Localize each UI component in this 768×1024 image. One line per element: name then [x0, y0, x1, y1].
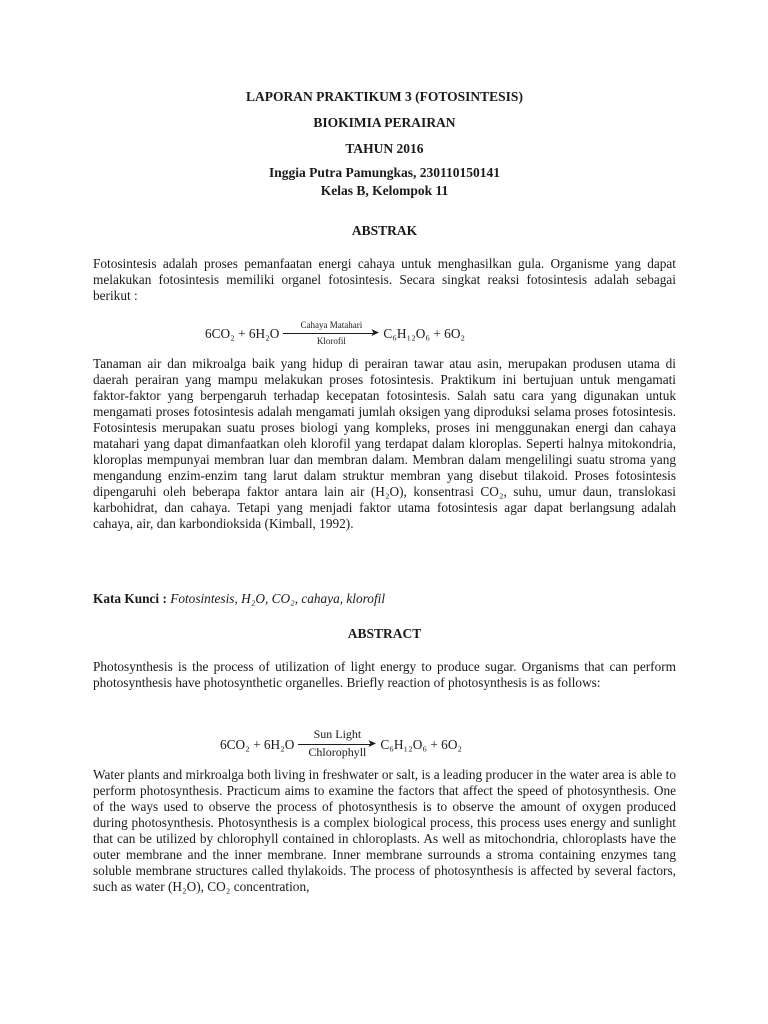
arrow-line: [283, 333, 373, 334]
arrow-condition-bottom: Klorofil: [316, 336, 346, 346]
arrow-head-icon: ➤: [367, 738, 377, 750]
report-year: TAHUN 2016: [345, 141, 424, 156]
keywords-line: [93, 591, 385, 607]
arrow-condition-top: Cahaya Matahari: [300, 320, 363, 330]
arrow-condition-bottom: Chlorophyll: [308, 745, 367, 759]
keywords-list: Fotosintesis, H₂O, CO₂, cahaya, klorofil: [170, 591, 386, 606]
arrow-condition-top: Sun Light: [313, 727, 362, 741]
abstract-heading: ABSTRACT: [347, 626, 422, 641]
reaction-arrow: [298, 727, 377, 759]
keywords-label: Kata Kunci :: [93, 591, 167, 606]
report-title: LAPORAN PRAKTIKUM 3 (FOTOSINTESIS): [246, 89, 523, 104]
class-group-line: Kelas B, Kelompok 11: [320, 183, 449, 198]
reactants: 6CO₂ + 6H₂O: [220, 737, 295, 752]
abstrak-heading: ABSTRAK: [351, 223, 418, 238]
abstract-intro: Photosynthesis is the process of utilization of light energy to produce sugar. Organisms that can perform photosynthesis have photosynthetic organelles. Briefly reaction of photosynthesis is as follows:: [93, 659, 676, 690]
reaction-arrow: [283, 320, 379, 348]
course-name: BIOKIMIA PERAIRAN: [313, 115, 456, 130]
author-line: Inggia Putra Pamungkas, 230110150141: [268, 165, 501, 180]
products: C₆H₁₂O₆ + 6O₂: [383, 326, 466, 341]
abstract-reaction-equation: [220, 727, 463, 759]
abstrak-reaction-equation: [205, 320, 465, 348]
abstrak-body: Tanaman air dan mikroalga baik yang hidup di perairan tawar atau asin, merupakan produsen utama di daerah perairan yang mampu melakukan proses fotosintesis. Praktikum ini bertujuan untuk mengamati faktor-faktor yang berpengaruh terhadap kecepatan fotosintesis. Salah satu cara yang digunakan untuk mengamati proses fotosintesis adalah mengamati jumlah oksigen yang diproduksi selama proses fotosintesis. Fotosintesis merupakan suatu proses biologi yang kompleks, proses ini menggunakan energi dan cahaya matahari yang dapat dimanfaatkan oleh klorofil yang terdapat dalam kloroplas. Seperti halnya mitokondria, kloroplas mempunyai membran luar dan membran dalam. Membran dalam mengelilingi suatu stroma yang mengandung enzim-enzim tang larut dalam struktur membran yang disebut tilakoid. Proses fotosintesis dipengaruhi oleh beberapa faktor antara lain air (H₂O), konsentrasi CO₂, suhu, umur daun, translokasi karbohidrat, dan cahaya. Tetapi yang menjadi faktor utama fotosintesis agar dapat berlangsung adalah cahaya, air, dan karbondioksida (Kimball, 1992).: [93, 356, 676, 531]
products: C₆H₁₂O₆ + 6O₂: [380, 737, 463, 752]
abstract-body: Water plants and mirkroalga both living in freshwater or salt, is a leading producer in the water area is able to perform photosynthesis. Practicum aims to examine the factors that affect the speed of photosynthesis. One of the ways used to observe the process of photosynthesis is to observe the amount of oxygen produced during photosynthesis. Photosynthesis is a complex biological process, this process uses energy and sunlight that can be utilized by chlorophyll contained in chloroplasts. As well as mitochondria, chloroplasts have the outer membrane and the inner membrane. Inner membrane surrounds a stroma containing enzymes tang soluble membrane structures called thylakoids. The process of photosynthesis is affected by several factors, such as water (H₂O), CO₂ concentration,: [93, 767, 676, 894]
arrow-head-icon: ➤: [370, 327, 380, 339]
abstrak-intro: Fotosintesis adalah proses pemanfaatan energi cahaya untuk menghasilkan gula. Organisme yang dapat melakukan fotosintesis memiliki organel fotosintesis. Secara singkat reaksi fotosintesis adalah sebagai berikut :: [93, 256, 676, 303]
reactants: 6CO₂ + 6H₂O: [205, 326, 280, 341]
